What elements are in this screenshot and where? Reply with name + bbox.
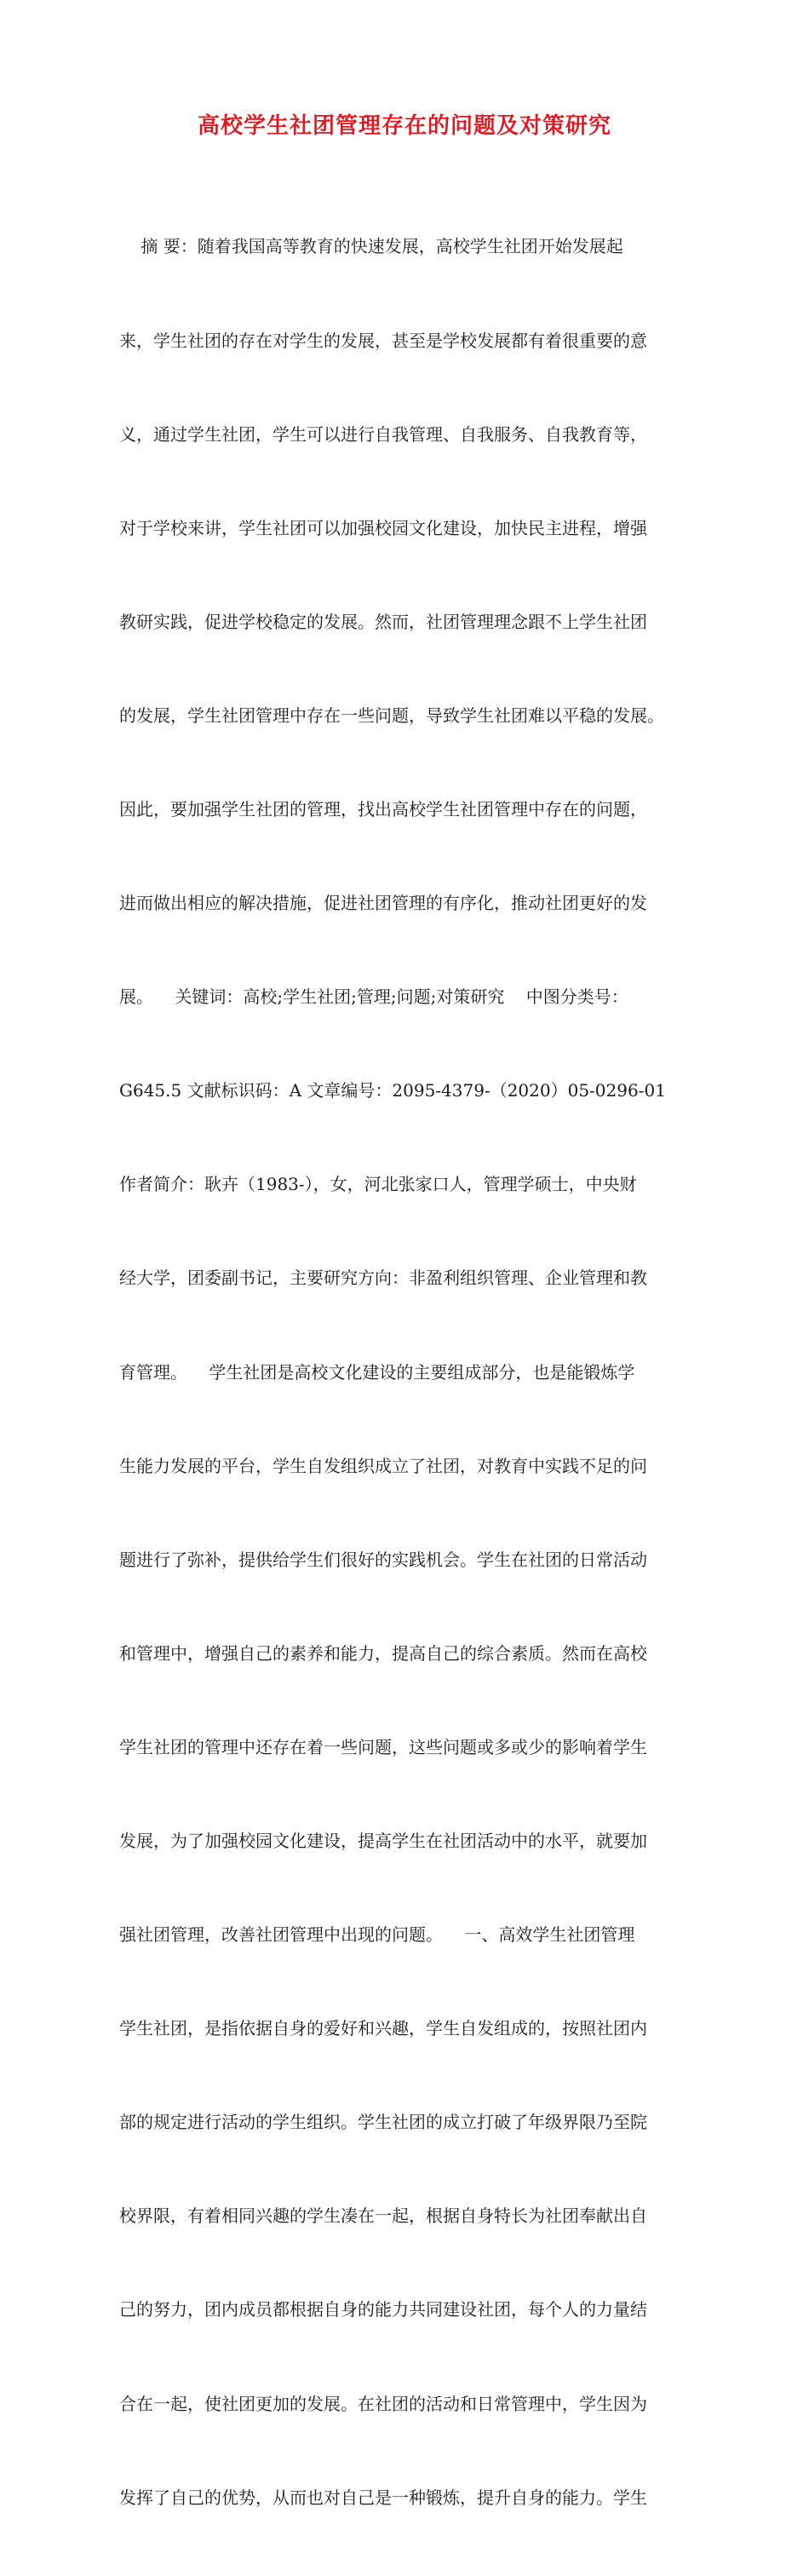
body-line: G645.5 文献标识码：A 文章编号：2095-4379-（2020）05-0296-01 — [119, 1080, 666, 1101]
body-line: 学生社团，是指依据自身的爱好和兴趣，学生自发组成的，按照社团内 — [119, 2018, 647, 2039]
body-line: 学生社团的管理中还存在着一些问题，这些问题或多或少的影响着学生 — [119, 1736, 647, 1757]
body-line: 部的规定进行活动的学生组织。学生社团的成立打破了年级界限乃至院 — [119, 2112, 647, 2133]
body-line: 对于学校来讲，学生社团可以加强校园文化建设，加快民主进程，增强 — [119, 517, 647, 538]
body-line: 展。 关键词：高校;学生社团;管理;问题;对策研究 中图分类号： — [119, 986, 628, 1008]
body-line: 发展，为了加强校园文化建设，提高学生在社团活动中的水平，就要加 — [119, 1831, 647, 1851]
body-line: 和管理中，增强自己的素养和能力，提高自己的综合素质。然而在高校 — [119, 1642, 647, 1664]
body-line: 发挥了自己的优势，从而也对自己是一种锻炼，提升自身的能力。学生 — [119, 2487, 647, 2508]
body-line: 教研实践，促进学校稳定的发展。然而，社团管理理念跟不上学生社团 — [119, 611, 647, 632]
body-line: 合在一起，使社团更加的发展。在社团的活动和日常管理中，学生因为 — [119, 2393, 647, 2414]
body-line: 作者简介：耿卉（1983-），女，河北张家口人，管理学硕士，中央财 — [119, 1174, 637, 1195]
body-line: 摘 要：随着我国高等教育的快速发展，高校学生社团开始发展起 — [119, 236, 623, 257]
body-line: 生能力发展的平台，学生自发组织成立了社团，对教育中实践不足的问 — [119, 1455, 647, 1476]
body-line: 的发展，学生社团管理中存在一些问题，导致学生社团难以平稳的发展。 — [119, 704, 664, 726]
body-line: 强社团管理，改善社团管理中出现的问题。 一、高效学生社团管理 — [119, 1924, 635, 1946]
document-body — [119, 169, 715, 2576]
body-line: 校界限，有着相同兴趣的学生凑在一起，根据自身特长为社团奉献出自 — [119, 2205, 647, 2227]
body-line: 题进行了弥补，提供给学生们很好的实践机会。学生在社团的日常活动 — [119, 1549, 647, 1570]
body-line: 己的努力，团内成员都根据自身的能力共同建设社团，每个人的力量结 — [119, 2299, 647, 2320]
body-line: 育管理。 学生社团是高校文化建设的主要组成部分，也是能锻炼学 — [119, 1361, 635, 1383]
body-line: 来，学生社团的存在对学生的发展，甚至是学校发展都有着很重要的意 — [119, 330, 647, 351]
body-line: 经大学，团委副书记，主要研究方向：非盈利组织管理、企业管理和教 — [119, 1268, 647, 1289]
body-line: 因此，要加强学生社团的管理，找出高校学生社团管理中存在的问题， — [119, 798, 647, 819]
body-line: 进而做出相应的解决措施，促进社团管理的有序化，推动社团更好的发 — [119, 893, 647, 914]
document-title: 高校学生社团管理存在的问题及对策研究 — [197, 113, 611, 139]
body-line: 义，通过学生社团，学生可以进行自我管理、自我服务、自我教育等， — [119, 423, 647, 445]
